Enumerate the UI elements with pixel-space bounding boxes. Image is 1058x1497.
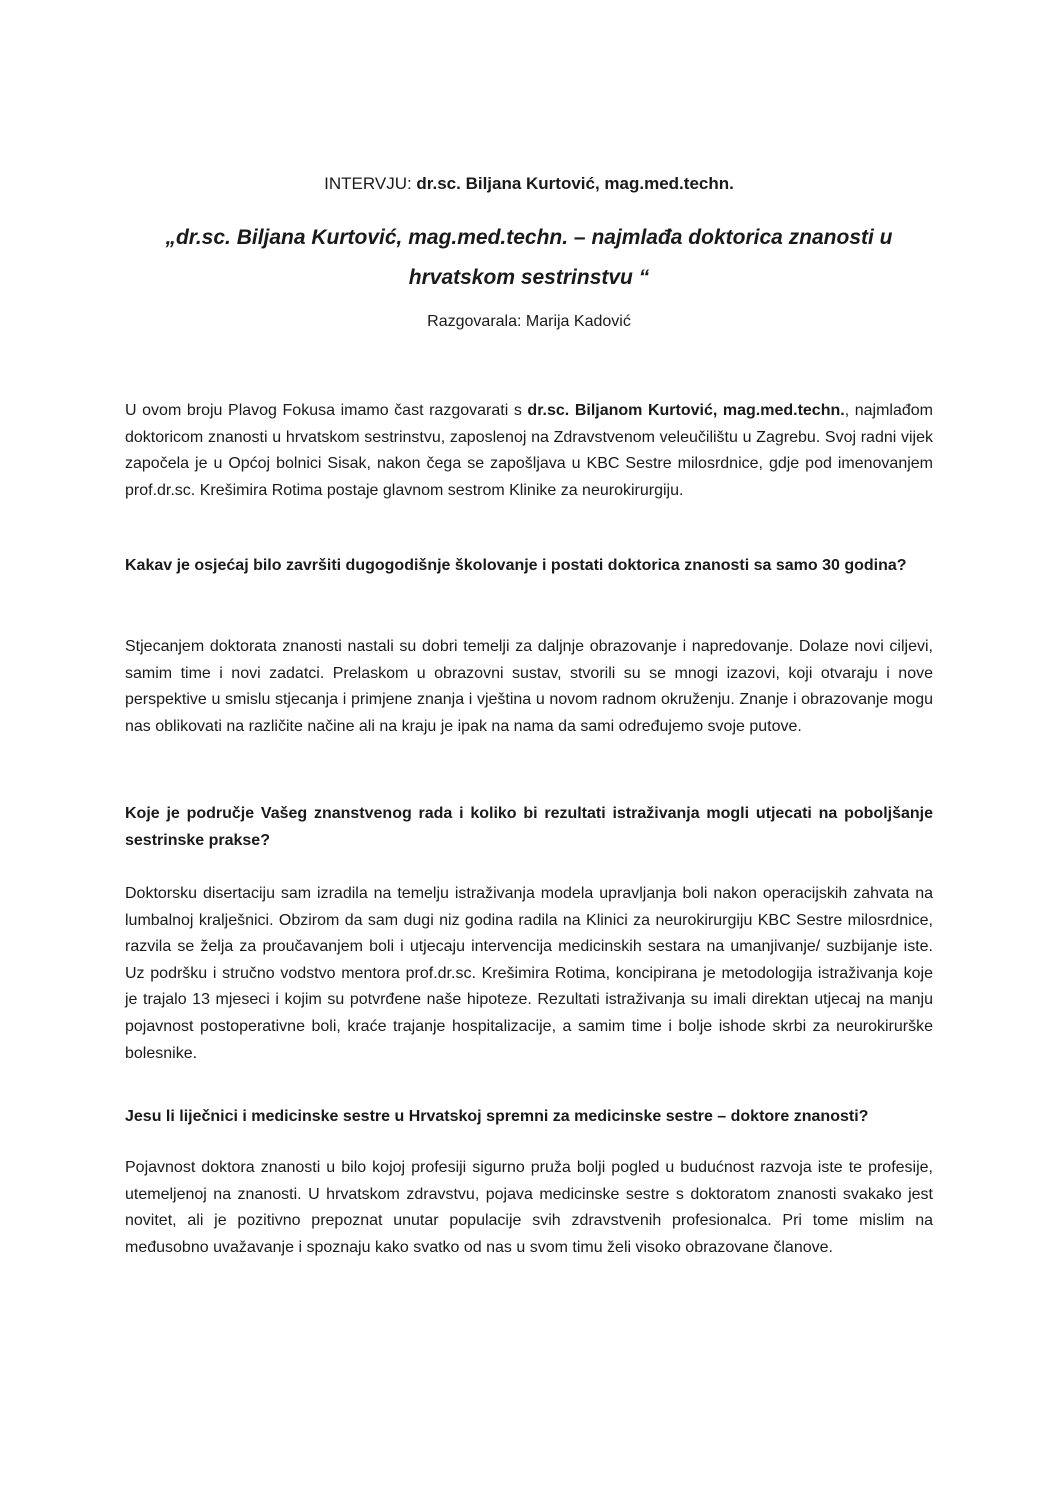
answer-3: Pojavnost doktora znanosti u bilo kojoj profesiji sigurno pruža bolji pogled u budućnost razvoja iste te profesije, utemeljenoj na znanosti. U hrvatskom zdravstvu, pojava medicinske sestre s doktoratom znanosti svakako jest novitet, ali je pozitivno prepoznat unutar populacije svih zdravstvenih profesionalca. Pri tome mislim na međusobno uvažavanje i spoznaju kako svatko od nas u svom timu želi visoko obrazovane članove. [125,1159,933,1256]
intro-text-start: U ovom broju Plavog Fokusa imamo čast razgovarati s [125,402,528,419]
article-title: „dr.sc. Biljana Kurtović, mag.med.techn. – najmlađa doktorica znanosti u hrvatskom sestrinstvu “ [165,226,893,289]
byline: Razgovarala: Marija Kadović [427,313,631,330]
answer-1: Stjecanjem doktorata znanosti nastali su dobri temelji za daljnje obrazovanje i napredovanje. Dolaze novi ciljevi, samim time i novi zadatci. Prelaskom u obrazovni sustav, stvorili su se mnogi izazovi, koji otvaraju i nove perspektive u smislu stjecanja i primjene znanja i vještina u novom radnom okruženju. Znanje i obrazovanje mogu nas oblikovati na različite načine ali na kraju je ipak na nama da sami određujemo svoje putove. [125,638,933,735]
intro-text-end: , najmlađom doktoricom znanosti u hrvatskom sestrinstvu, zaposlenoj na Zdravstvenom veleučilištu u Zagrebu. Svoj radni vijek započela je u Općoj bolnici Sisak, nakon čega se zapošljava u KBC Sestre milosrdnice, gdje pod imenovanjem prof.dr.sc. Krešimira Rotima postaje glavnom sestrom Klinike za neurokirurgiju. [125,402,933,499]
question-1: Kakav je osjećaj bilo završiti dugogodišnje školovanje i postati doktorica znanosti sa samo 30 godina? [125,557,907,574]
interviewee-name: dr.sc. Biljana Kurtović, mag.med.techn. [416,174,734,193]
intro-name: dr.sc. Biljanom Kurtović, mag.med.techn. [527,402,845,419]
interview-label: INTERVJU: [324,174,417,193]
intro-paragraph [125,398,933,504]
answer-2: Doktorsku disertaciju sam izradila na temelju istraživanja modela upravljanja boli nakon operacijskih zahvata na lumbalnoj kralješnici. Obzirom da sam dugi niz godina radila na Klinici za neurokirurgiju KBC Sestre milosrdnice, razvila se želja za proučavanjem boli i utjecaju intervencija medicinskih sestara na umanjivanje/ suzbijanje iste. Uz podršku i stručno vodstvo mentora prof.dr.sc. Krešimira Rotima, koncipirana je metodologija istraživanja koje je trajalo 13 mjeseci i kojim su potvrđene naše hipoteze. Rezultati istraživanja su imali direktan utjecaj na manju pojavnost postoperativne boli, kraće trajanje hospitalizacije, a samim time i bolje ishode skrbi za neurokirurške bolesnike. [125,885,933,1062]
question-3: Jesu li liječnici i medicinske sestre u Hrvatskoj spremni za medicinske sestre – doktore znanosti? [125,1108,869,1125]
question-2: Koje je područje Vašeg znanstvenog rada i koliko bi rezultati istraživanja mogli utjecati na poboljšanje sestrinske prakse? [125,805,933,849]
interview-header [125,172,933,196]
